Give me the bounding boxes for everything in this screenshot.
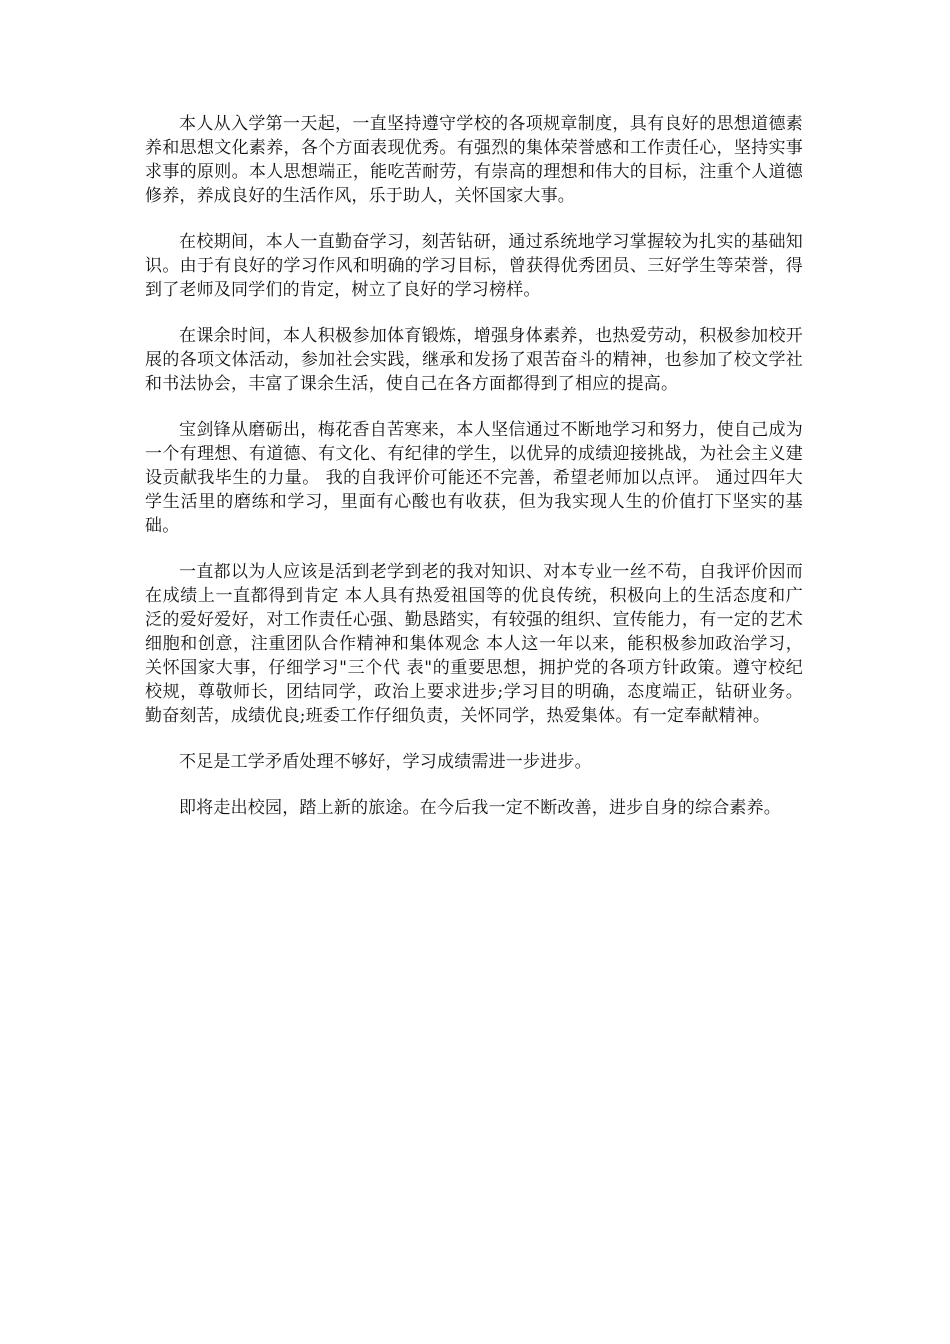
paragraph-1: 本人从入学第一天起，一直坚持遵守学校的各项规章制度，具有良好的思想道德素养和思想文化素养，各个方面表现优秀。有强烈的集体荣誉感和工作责任心，坚持实事求事的原则。本人思想端正，能吃苦耐劳，有崇高的理想和伟大的目标，注重个人道德修养，养成良好的生活作风，乐于助人，关怀国家大事。 <box>145 114 803 206</box>
paragraph-6: 不足是工学矛盾处理不够好，学习成绩需进一步进步。 <box>179 752 592 772</box>
paragraph-4: 宝剑锋从磨砺出，梅花香自苦寒来，本人坚信通过不断地学习和努力，使自己成为一个有理想、有道德、有文化、有纪律的学生，以优异的成绩迎接挑战，为社会主义建设贡献我毕生的力量。 我的自我评价可能还不完善，希望老师加以点评。 通过四年大学生活里的磨练和学习，里面有心酸也有收获，但为我实现人生的价值打下坚实的基础。 <box>145 420 803 536</box>
paragraph-3: 在课余时间，本人积极参加体育锻炼，增强身体素养，也热爱劳动，积极参加校开展的各项文体活动，参加社会实践，继承和发扬了艰苦奋斗的精神，也参加了校文学社和书法协会，丰富了课余生活，使自己在各方面都得到了相应的提高。 <box>145 326 803 394</box>
paragraph-7: 即将走出校园，踏上新的旅途。在今后我一定不断改善，进步自身的综合素养。 <box>179 798 781 818</box>
paragraph-2: 在校期间，本人一直勤奋学习，刻苦钻研，通过系统地学习掌握较为扎实的基础知识。由于有良好的学习作风和明确的学习目标，曾获得优秀团员、三好学生等荣誉，得到了老师及同学们的肯定，树立了良好的学习榜样。 <box>145 232 803 300</box>
paragraph-5: 一直都以为人应该是活到老学到老的我对知识、对本专业一丝不苟，自我评价因而在成绩上一直都得到肯定 本人具有热爱祖国等的优良传统，积极向上的生活态度和广泛的爱好爱好，对工作责任心强、勤恳踏实，有较强的组织、宣传能力，有一定的艺术细胞和创意，注重团队合作精神和集体观念 本人这一年以来，能积极参加政治学习，关怀国家大事，仔细学习"三个代 表"的重要思想，拥护党的各项方针政策。遵守校纪校规，尊敬师长，团结同学，政治上要求进步;学习目的明确，态度端正，钻研业务。勤奋刻苦，成绩优良;班委工作仔细负责，关怀同学，热爱集体。有一定奉献精神。 <box>145 562 803 726</box>
document-body <box>145 112 803 842</box>
